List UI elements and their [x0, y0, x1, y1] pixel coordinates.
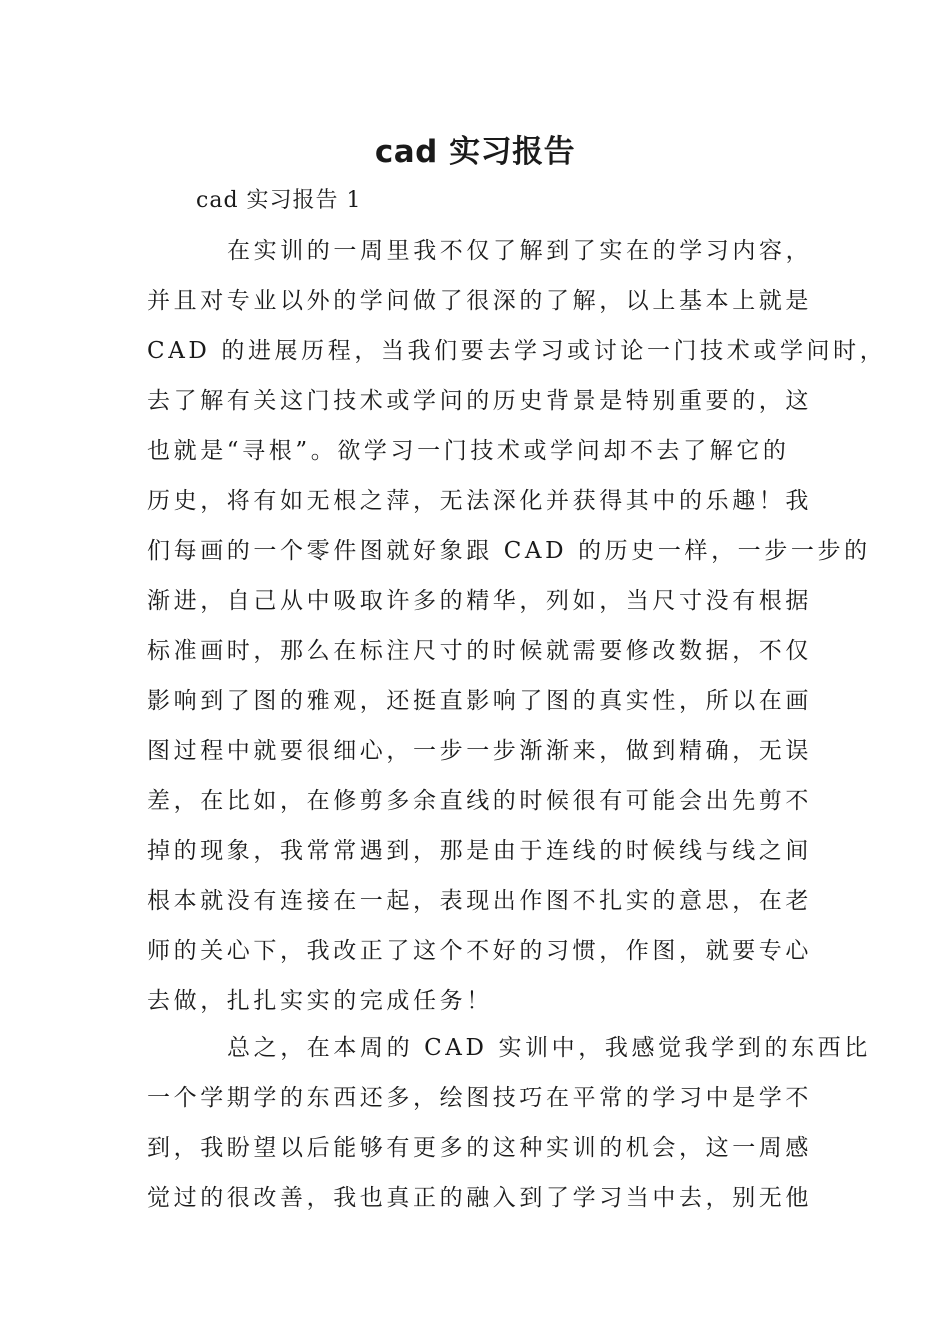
- text-line: 图过程中就要很细心，一步一步渐渐来，做到精确，无误: [147, 738, 812, 764]
- text-line: 在实训的一周里我不仅了解到了实在的学习内容，: [227, 238, 813, 264]
- text-line: CAD 的进展历程，当我们要去学习或讨论一门技术或学问时，: [147, 338, 887, 364]
- document-title: cad 实习报告: [374, 134, 576, 170]
- text-line: 觉过的很改善，我也真正的融入到了学习当中去，别无他: [147, 1185, 812, 1211]
- text-line: 师的关心下，我改正了这个不好的习惯，作图，就要专心: [147, 938, 812, 964]
- text-line: 标准画时，那么在标注尺寸的时候就需要修改数据，不仅: [147, 638, 812, 664]
- text-line: 掉的现象，我常常遇到，那是由于连线的时候线与线之间: [147, 838, 812, 864]
- text-line: 根本就没有连接在一起，表现出作图不扎实的意思，在老: [147, 888, 812, 914]
- text-line: 去做，扎扎实实的完成任务！: [147, 988, 493, 1014]
- text-line: 也就是“寻根”。欲学习一门技术或学问却不去了解它的: [147, 438, 790, 464]
- text-line: 总之，在本周的 CAD 实训中，我感觉我学到的东西比: [227, 1035, 871, 1061]
- text-line: 到，我盼望以后能够有更多的这种实训的机会，这一周感: [147, 1135, 812, 1161]
- text-line: 并且对专业以外的学问做了很深的了解，以上基本上就是: [147, 288, 812, 314]
- text-line: 去了解有关这门技术或学问的历史背景是特别重要的，这: [147, 388, 812, 414]
- text-line: 们每画的一个零件图就好象跟 CAD 的历史一样，一步一步的: [147, 538, 871, 564]
- text-line: 一个学期学的东西还多，绘图技巧在平常的学习中是学不: [147, 1085, 812, 1111]
- paragraph-2: [147, 1023, 871, 1223]
- section-heading: cad 实习报告 1: [196, 188, 362, 213]
- paragraph-1: [147, 226, 887, 1026]
- text-line: 差，在比如，在修剪多余直线的时候很有可能会出先剪不: [147, 788, 812, 814]
- text-line: 历史，将有如无根之萍，无法深化并获得其中的乐趣！我: [147, 488, 812, 514]
- text-line: 渐进，自己从中吸取许多的精华，列如，当尺寸没有根据: [147, 588, 812, 614]
- text-line: 影响到了图的雅观，还挺直影响了图的真实性，所以在画: [147, 688, 812, 714]
